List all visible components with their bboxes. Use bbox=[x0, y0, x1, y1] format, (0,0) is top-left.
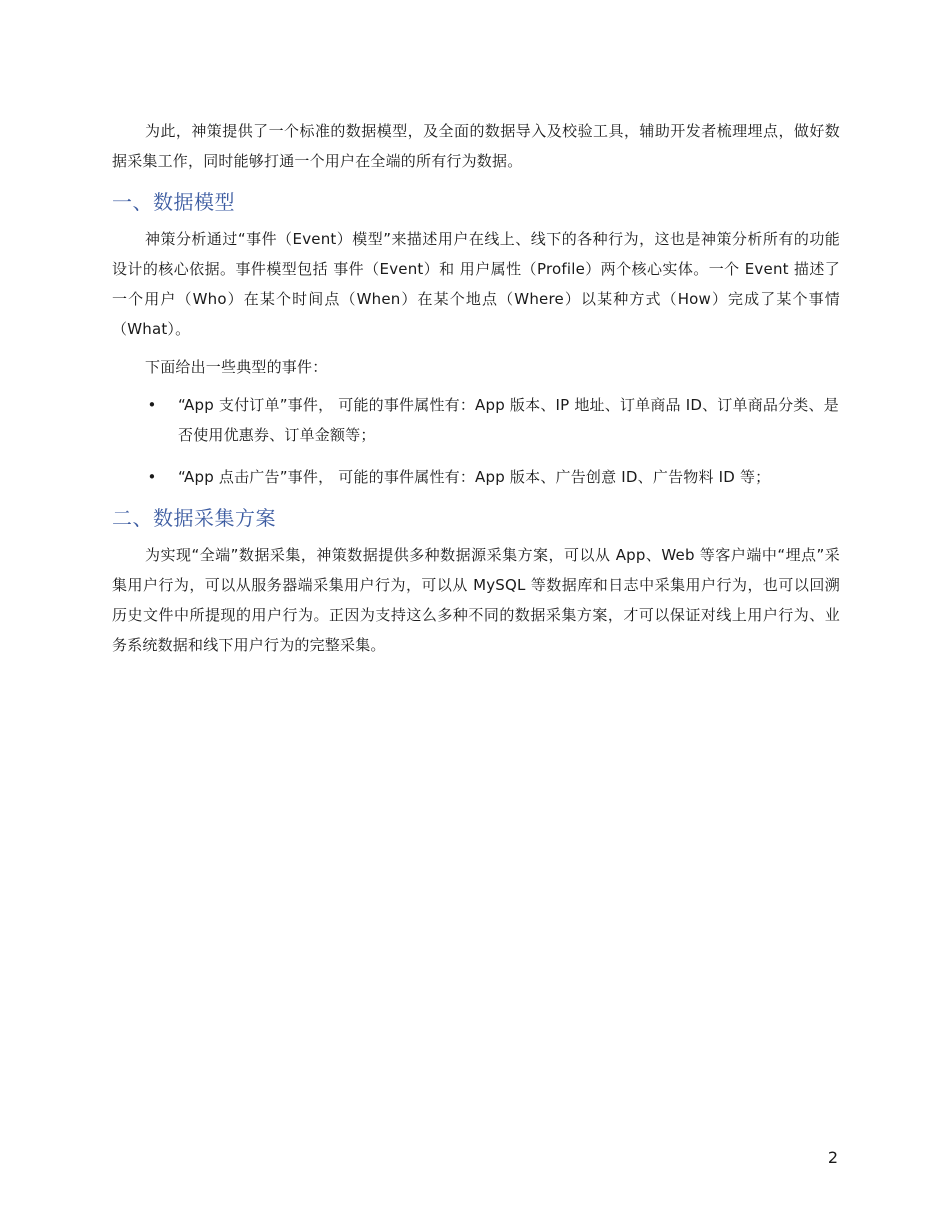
data-collection-paragraph: 为实现“全端”数据采集，神策数据提供多种数据源采集方案，可以从 App、Web 等客户端中“埋点”采集用户行为，可以从服务器端采集用户行为，可以从 MySQL 等数据库和日志中采集用户行为，也可以回溯历史文件中所提现的用户行为。正因为支持这么多种不同的数据采集方案，才可以保证对线上用户行为、业务系统数据和线下用户行为的完整采集。 bbox=[112, 546, 840, 654]
data-model-paragraph: 神策分析通过“事件（Event）模型”来描述用户在线上、线下的各种行为，这也是神策分析所有的功能设计的核心依据。事件模型包括 事件（Event）和 用户属性（Profile）两个核心实体。一个 Event 描述了一个用户（Who）在某个时间点（When）在某个地点（Where）以某种方式（How）完成了某个事情（What）。 bbox=[112, 230, 840, 338]
list-item bbox=[112, 390, 840, 450]
typical-events-intro: 下面给出一些典型的事件： bbox=[145, 358, 328, 376]
intro-paragraph: 为此，神策提供了一个标准的数据模型，及全面的数据导入及校验工具，辅助开发者梳理埋点，做好数据采集工作，同时能够打通一个用户在全端的所有行为数据。 bbox=[112, 122, 840, 170]
event-examples-list bbox=[112, 390, 840, 492]
list-item-text: “App 点击广告”事件， 可能的事件属性有：App 版本、广告创意 ID、广告物料 ID 等； bbox=[178, 468, 771, 486]
list-item-text: “App 支付订单”事件， 可能的事件属性有：App 版本、IP 地址、订单商品 ID、订单商品分类、是否使用优惠券、订单金额等； bbox=[178, 396, 839, 444]
list-item bbox=[112, 462, 840, 492]
bullet-icon: • bbox=[147, 468, 157, 486]
page-number: 2 bbox=[827, 1148, 838, 1167]
section-heading-data-collection: 二、数据采集方案 bbox=[112, 506, 276, 530]
page-content bbox=[112, 116, 840, 660]
bullet-icon: • bbox=[147, 396, 157, 414]
section-heading-data-model: 一、数据模型 bbox=[112, 190, 235, 214]
